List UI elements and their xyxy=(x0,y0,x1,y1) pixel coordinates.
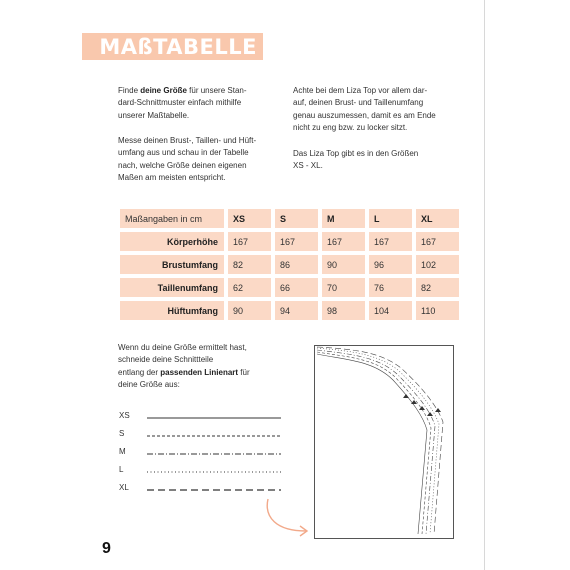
text-run: entlang der xyxy=(118,367,161,377)
text-line: XS - XL. xyxy=(293,161,323,171)
table-row xyxy=(120,301,459,320)
text-line: auf, deinen Brust- und Taillenumfang xyxy=(293,98,424,108)
notch-marks xyxy=(403,394,441,416)
text-line: Maßen am meisten entspricht. xyxy=(118,173,226,183)
text-run: schneide deine Schnittteile xyxy=(118,355,214,365)
text-run: dard-Schnittmuster einfach mithilfe xyxy=(118,98,242,108)
table-cell: 110 xyxy=(416,301,459,320)
row-label: Taillenumfang xyxy=(120,278,224,297)
text-run: unserer Maßtabelle. xyxy=(118,110,190,120)
text-line: genau auszumessen, damit es am Ende xyxy=(293,110,436,120)
row-label: Hüftumfang xyxy=(120,301,224,320)
legend-size-label: L xyxy=(119,465,124,474)
notch-mark xyxy=(435,408,441,412)
text-run: Finde xyxy=(118,86,141,95)
legend-line-sample xyxy=(147,488,283,492)
text-run: Wenn du deine Größe ermittelt hast, xyxy=(118,343,247,352)
row-label: Körperhöhe xyxy=(120,232,224,251)
legend-size-label: XL xyxy=(119,483,129,492)
size-range-paragraph xyxy=(293,148,468,173)
table-cell: 76 xyxy=(369,278,412,297)
table-cell: 104 xyxy=(369,301,412,320)
text-line: Messe deinen Brust-, Taillen- und Hüft- xyxy=(118,136,257,145)
table-cell: 86 xyxy=(275,255,318,274)
table-cell: 66 xyxy=(275,278,318,297)
table-cell: 90 xyxy=(228,301,271,320)
text-line: nach, welche Größe deinen eigenen xyxy=(118,160,247,170)
text-line: Das Liza Top gibt es in den Größen xyxy=(293,149,419,158)
page-edge xyxy=(484,0,485,570)
column-header-measure: Maßangaben in cm xyxy=(120,209,224,228)
column-header-size: M xyxy=(322,209,365,228)
table-cell: 98 xyxy=(322,301,365,320)
text-run: für xyxy=(238,367,250,377)
legend-line-sample xyxy=(147,434,283,438)
table-cell: 82 xyxy=(228,255,271,274)
legend-size-label: M xyxy=(119,447,126,456)
notch-mark xyxy=(403,394,409,398)
table-cell: 167 xyxy=(416,232,459,251)
curved-arrow-icon xyxy=(262,497,318,539)
legend-item-m xyxy=(119,445,289,463)
pattern-outline-m xyxy=(317,350,435,534)
intro-paragraph-2 xyxy=(118,135,288,185)
table-cell: 167 xyxy=(228,232,271,251)
liza-note-paragraph xyxy=(293,85,468,135)
pattern-outline-s xyxy=(317,352,431,534)
column-header-size: S xyxy=(275,209,318,228)
table-cell: 94 xyxy=(275,301,318,320)
legend-item-s xyxy=(119,427,289,445)
line-style-legend xyxy=(119,409,289,499)
emphasized-text: passenden Linienart xyxy=(160,367,239,377)
page-title: MAßTABELLE xyxy=(99,34,257,59)
table-cell: 96 xyxy=(369,255,412,274)
legend-size-label: S xyxy=(119,429,125,438)
table-cell: 167 xyxy=(275,232,318,251)
title-banner xyxy=(82,33,263,60)
table-cell: 167 xyxy=(322,232,365,251)
column-header-size: L xyxy=(369,209,412,228)
legend-line-sample xyxy=(147,452,283,456)
page-number: 9 xyxy=(102,540,111,557)
table-header-row xyxy=(120,209,459,228)
text-run: deine Größe aus: xyxy=(118,380,180,390)
text-run: für unsere Stan- xyxy=(186,86,247,95)
table-cell: 62 xyxy=(228,278,271,297)
pattern-preview xyxy=(314,345,454,539)
table-cell: 167 xyxy=(369,232,412,251)
cut-instructions xyxy=(118,342,288,392)
legend-line-sample xyxy=(147,470,283,474)
size-chart-table xyxy=(116,205,463,324)
table-row xyxy=(120,232,459,251)
pattern-outline-xl xyxy=(317,347,443,534)
table-cell: 70 xyxy=(322,278,365,297)
table-cell: 82 xyxy=(416,278,459,297)
text-line: nicht zu eng bzw. zu locker sitzt. xyxy=(293,123,408,133)
notch-mark xyxy=(427,412,433,416)
emphasized-text: deine Größe xyxy=(140,86,187,95)
intro-paragraph-1 xyxy=(118,85,288,122)
row-label: Brustumfang xyxy=(120,255,224,274)
legend-size-label: XS xyxy=(119,411,130,420)
legend-item-xs xyxy=(119,409,289,427)
table-cell: 90 xyxy=(322,255,365,274)
text-line: Achte bei dem Liza Top vor allem dar- xyxy=(293,86,428,95)
text-line: umfang aus und schau in der Tabelle xyxy=(118,148,249,158)
pattern-outline-xs xyxy=(317,354,427,534)
pattern-drawing xyxy=(315,346,453,538)
legend-line-sample xyxy=(147,416,283,420)
table-cell: 102 xyxy=(416,255,459,274)
column-header-size: XL xyxy=(416,209,459,228)
table-row xyxy=(120,278,459,297)
legend-item-l xyxy=(119,463,289,481)
column-header-size: XS xyxy=(228,209,271,228)
table-row xyxy=(120,255,459,274)
